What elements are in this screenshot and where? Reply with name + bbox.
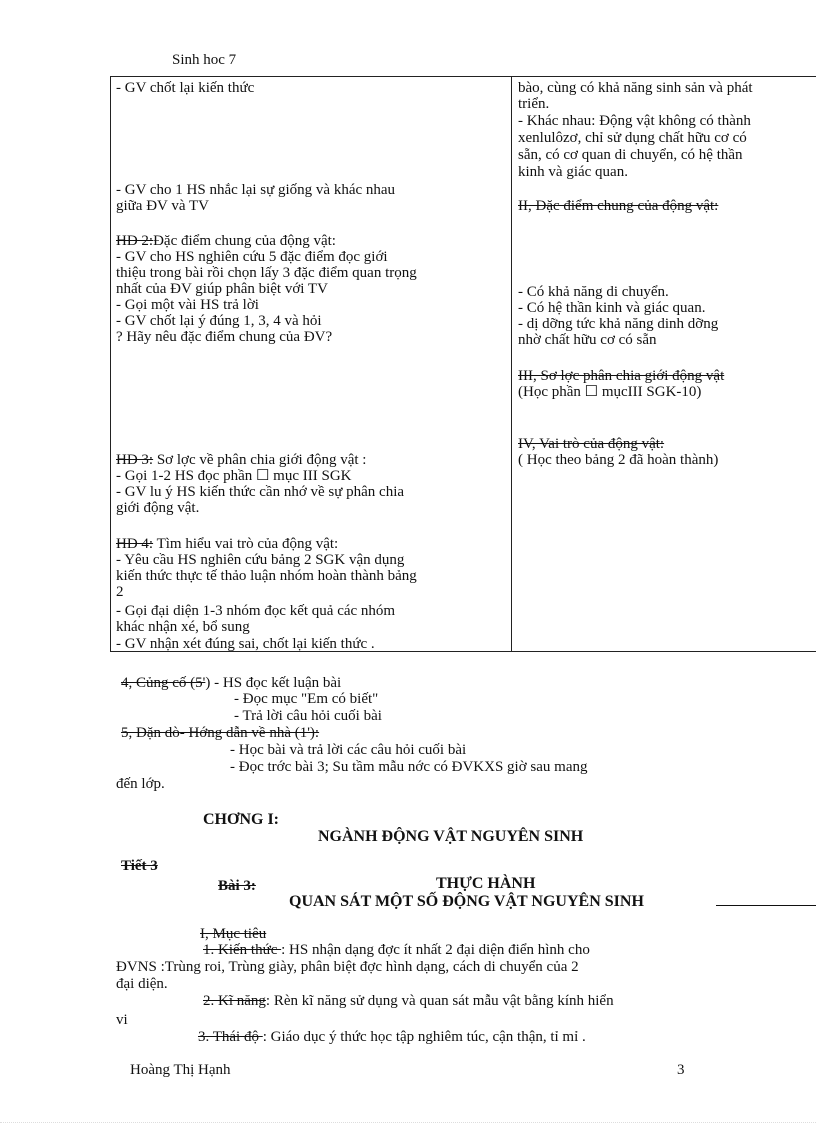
objective-kt-line (203, 942, 590, 958)
right-section-ii: II, Đặc điểm chung của động vật: (518, 198, 719, 214)
lesson-tiet: Tiết 3 (121, 858, 158, 874)
right-section-iii: III, Sơ lợc phân chia giới động vật (518, 368, 725, 384)
cung-co-rest: ) - HS đọc kết luận bài (205, 675, 342, 691)
cung-co-3: - Trả lời câu hỏi cuối bài (234, 708, 382, 724)
objective-td-text: : Giáo dục ý thức học tập nghiêm túc, cận thận, tỉ mỉ . (262, 1029, 586, 1045)
dan-do-1: - Học bài và trả lời các câu hỏi cuối bài (230, 742, 467, 758)
objective-kn-label: 2. Kĩ năng (203, 993, 266, 1009)
left-hd2-3: nhất của ĐV giúp phân biệt với TV (116, 281, 328, 297)
left-hd2-1: - GV cho HS nghiên cứu 5 đặc điểm đọc giới (116, 249, 388, 265)
lesson-bai: Bài 3: (218, 878, 256, 894)
dan-do-label: 5, Dặn dò- Hớng dẫn về nhà (1'): (121, 725, 320, 741)
lesson-title-2: QUAN SÁT MỘT SỐ ĐỘNG VẬT NGUYÊN SINH (289, 893, 644, 910)
left-hd4-1: - Yêu cầu HS nghiên cứu bảng 2 SGK vận dụng (116, 552, 405, 568)
table-column-divider (511, 76, 512, 652)
right-line-8: - Có hệ thần kinh và giác quan. (518, 300, 706, 316)
footer-page-number: 3 (677, 1062, 685, 1078)
cung-co-label: 4, Củng cố (5' (121, 675, 206, 691)
left-hd3-line (116, 452, 366, 468)
lesson-title-1: THỰC HÀNH (436, 875, 536, 892)
cung-co-2: - Đọc mục "Em có biết" (234, 691, 379, 707)
objective-kt-text-2: ĐVNS :Trùng roi, Trùng giày, phân biệt đợc hình dạng, cách di chuyển của 2 (116, 959, 579, 975)
objective-kn-text-2: vi (116, 1012, 128, 1028)
right-line-4: xenlulôzơ, chỉ sử dụng chất hữu cơ có (518, 130, 747, 146)
right-line-11: (Học phần ☐ mụcIII SGK-10) (518, 384, 702, 400)
left-hd2-line (116, 233, 336, 249)
objective-kt-text-3: đại diện. (116, 976, 168, 992)
right-line-10: nhờ chất hữu cơ có sẵn (518, 332, 657, 348)
objective-kn-text: : Rèn kĩ năng sử dụng và quan sát mẫu vật bằng kính hiển (265, 993, 614, 1009)
hd3-title: Sơ lợc về phân chia giới động vật : (153, 452, 367, 468)
right-line-7: - Có khả năng di chuyển. (518, 284, 669, 300)
right-line-9: - dị dỡng tức khả năng dinh dỡng (518, 316, 719, 332)
objectives-heading: I, Mục tiêu (200, 926, 267, 942)
dan-do-2: - Đọc trớc bài 3; Su tầm mẫu nớc có ĐVKXS giờ sau mang (230, 759, 588, 775)
objective-kt-text: : HS nhận dạng đợc ít nhất 2 đại diện điển hình cho (281, 942, 590, 958)
left-hd2-5: - GV chốt lại ý đúng 1, 3, 4 và hỏi (116, 313, 322, 329)
right-line-1: bào, cùng có khả năng sinh sản và phát (518, 80, 753, 96)
objective-kn-line (203, 993, 614, 1009)
objective-td-line (198, 1029, 586, 1045)
hd3-label: HĐ 3: (116, 452, 154, 468)
hd4-title: Tìm hiểu vai trò của động vật: (153, 536, 339, 552)
chapter-label: CHƠNG I: (203, 811, 279, 828)
objective-kt-label: 1. Kiến thức (203, 942, 282, 958)
right-line-2: triển. (518, 96, 550, 112)
right-line-12: ( Học theo bảng 2 đã hoàn thành) (518, 452, 719, 468)
chapter-title: NGÀNH ĐỘNG VẬT NGUYÊN SINH (318, 828, 584, 845)
left-hd4-2: kiến thức thực tế thảo luận nhóm hoàn thành bảng (116, 568, 417, 584)
left-hd4-6: - GV nhận xét đúng sai, chốt lại kiến thức . (116, 636, 375, 652)
left-gv-cho-2: giữa ĐV và TV (116, 198, 209, 214)
hd2-title: Đặc điểm chung của động vật: (153, 233, 336, 249)
left-hd4-3: 2 (116, 584, 124, 600)
hd2-label: HĐ 2: (116, 233, 154, 249)
left-hd3-3: giới động vật. (116, 500, 200, 516)
right-section-iv: IV, Vai trò của động vật: (518, 436, 665, 452)
left-hd2-4: - Gọi một vài HS trả lời (116, 297, 259, 313)
left-hd3-1: - Gọi 1-2 HS đọc phần ☐ mục III SGK (116, 468, 352, 484)
left-hd2-6: ? Hãy nêu đặc điểm chung của ĐV? (116, 329, 333, 345)
left-hd4-5: khác nhận xé, bổ sung (116, 619, 250, 635)
objective-td-label: 3. Thái độ (198, 1029, 263, 1045)
cung-co-line (121, 675, 341, 691)
right-line-5: sẵn, có cơ quan di chuyển, có hệ thần (518, 147, 743, 163)
dan-do-3: đến lớp. (116, 776, 165, 792)
right-line-3: - Khác nhau: Động vật không có thành (518, 113, 751, 129)
left-hd3-2: - GV lu ý HS kiến thức cần nhớ về sự phân chia (116, 484, 405, 500)
footer-author: Hoàng Thị Hạnh (130, 1062, 231, 1078)
left-hd4-line (116, 536, 338, 552)
left-gv-chot: - GV chốt lại kiến thức (116, 80, 255, 96)
left-gv-cho-1: - GV cho 1 HS nhắc lại sự giống và khác nhau (116, 182, 396, 198)
header-subject: Sinh hoc 7 (172, 52, 237, 68)
left-hd4-4: - Gọi đại diện 1-3 nhóm đọc kết quả các nhóm (116, 603, 396, 619)
left-hd2-2: thiệu trong bài rồi chọn lấy 3 đặc điểm quan trọng (116, 265, 417, 281)
right-line-6: kinh và giác quan. (518, 164, 628, 180)
lesson-title-rule (716, 905, 816, 906)
hd4-label: HĐ 4: (116, 536, 154, 552)
